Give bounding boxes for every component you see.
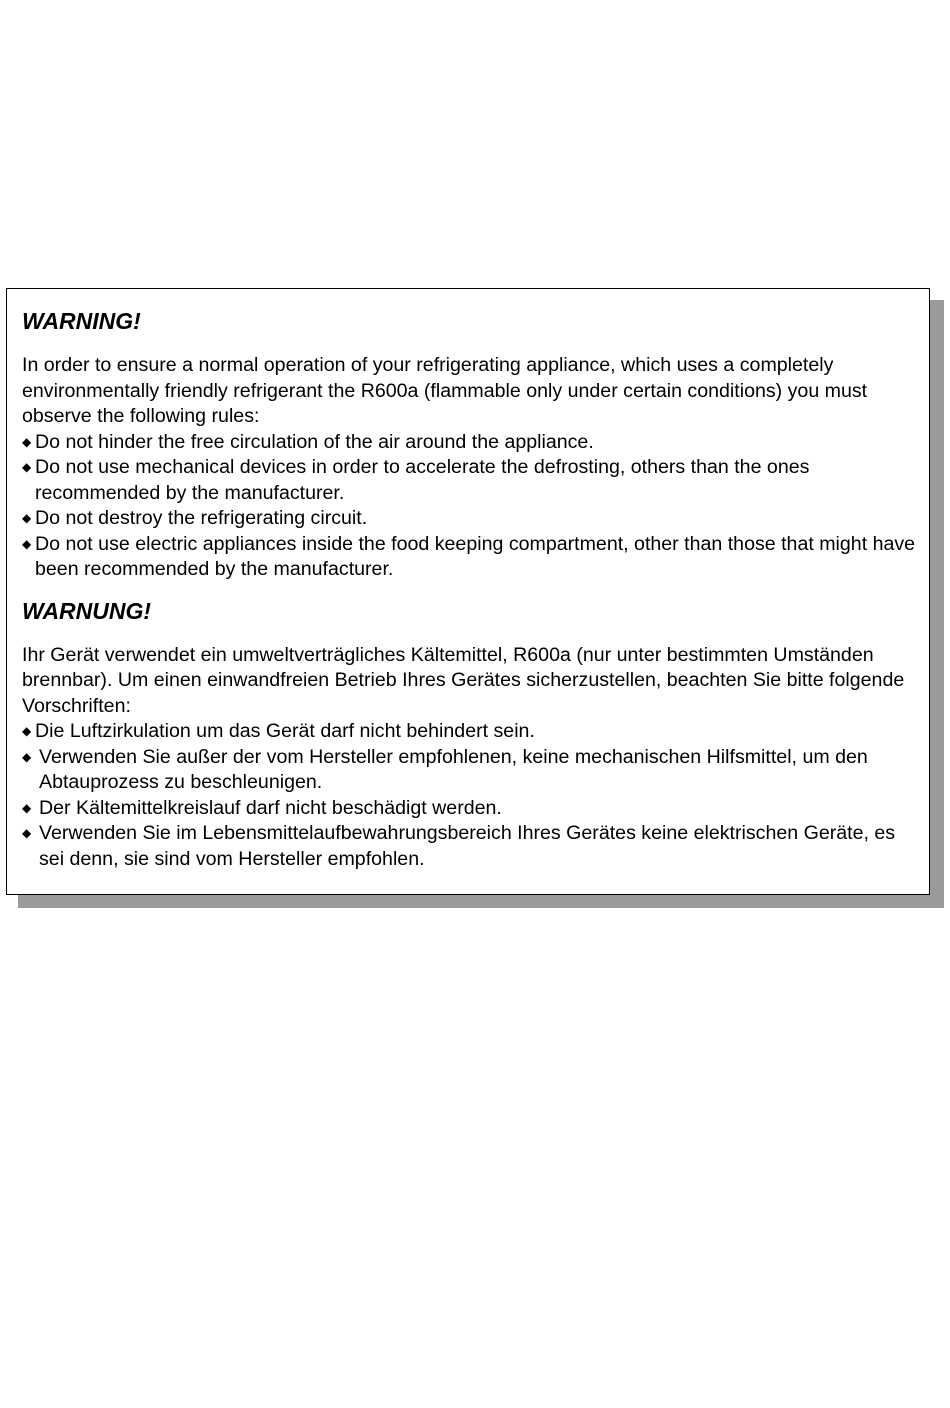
list-item	[22, 532, 919, 583]
list-item	[22, 796, 919, 822]
rule-text: Der Kältemittelkreislauf darf nicht beschädigt werden.	[39, 796, 502, 819]
rule-text: Do not destroy the refrigerating circuit.	[35, 507, 368, 529]
warning-section-english	[22, 305, 919, 583]
rule-text: Do not hinder the free circulation of the air around the appliance.	[35, 430, 594, 453]
list-item	[22, 430, 919, 456]
list-item	[22, 455, 919, 506]
diamond-bullet-icon: ◆	[22, 826, 32, 840]
rule-text: Do not use mechanical devices in order to accelerate the defrosting, others than the ones recommended by the manufacturer.	[35, 456, 810, 504]
rules-list-en	[22, 430, 919, 583]
rule-text: Do not use electric appliances inside the food keeping compartment, other than those that might have been recommended by the manufacturer.	[35, 532, 916, 580]
diamond-bullet-icon: ◆	[22, 511, 32, 525]
rule-text: Verwenden Sie außer der vom Hersteller empfohlenen, keine mechanischen Hilfsmittel, um den Abtauprozess zu beschleunigen.	[39, 745, 868, 793]
warning-section-german	[22, 595, 919, 873]
rules-list-de	[22, 719, 919, 872]
rule-text: Die Luftzirkulation um das Gerät darf nicht behindert sein.	[35, 720, 535, 742]
diamond-bullet-icon: ◆	[22, 749, 32, 764]
diamond-bullet-icon: ◆	[22, 724, 32, 738]
list-item	[22, 719, 919, 745]
diamond-bullet-icon: ◆	[22, 536, 32, 551]
rule-text: Verwenden Sie im Lebensmittelaufbewahrungsbereich Ihres Gerätes keine elektrischen Geräte, es sei denn, sie sind vom Hersteller empfohlen.	[39, 822, 896, 870]
warning-box	[6, 288, 930, 895]
diamond-bullet-icon: ◆	[22, 460, 32, 474]
warning-intro-de: Ihr Gerät verwendet ein umweltverträgliches Kältemittel, R600a (nur unter bestimmten Umständen brennbar). Um einen einwandfreien Betrieb Ihres Gerätes sicherzustellen, beachten Sie bitte folgende Vorschriften:	[22, 643, 905, 717]
list-item	[22, 821, 919, 872]
warning-heading-en: WARNING!	[22, 308, 141, 334]
list-item	[22, 506, 919, 532]
list-item	[22, 745, 919, 796]
diamond-bullet-icon: ◆	[22, 800, 32, 815]
warning-heading-de: WARNUNG!	[22, 597, 152, 624]
diamond-bullet-icon: ◆	[22, 434, 32, 449]
warning-intro-en: In order to ensure a normal operation of your refrigerating appliance, which uses a completely environmentally friendly refrigerant the R600a (flammable only under certain conditions) you must observe the following rules:	[22, 354, 868, 427]
